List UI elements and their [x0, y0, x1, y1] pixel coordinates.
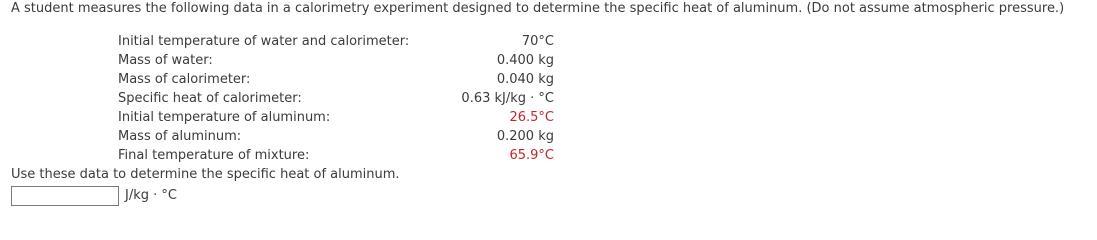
answer-row	[11, 186, 177, 206]
data-row-mass-aluminum	[118, 127, 554, 146]
data-label: Mass of water:	[118, 53, 213, 68]
data-label: Specific heat of calorimeter:	[118, 91, 302, 106]
data-label: Final temperature of mixture:	[118, 148, 310, 163]
answer-input[interactable]	[11, 186, 119, 206]
data-row-initial-temp-water	[118, 32, 554, 51]
data-label: Mass of calorimeter:	[118, 72, 251, 87]
data-value: 0.200 kg	[496, 129, 554, 144]
data-value-highlighted: 65.9°C	[509, 148, 554, 163]
data-value: 70°C	[521, 34, 554, 49]
data-row-mass-water	[118, 51, 554, 70]
problem-statement: A student measures the following data in a calorimetry experiment designed to determine the specific heat of aluminum. (Do not assume atmospheric pressure.)	[11, 1, 1065, 16]
answer-unit: J/kg · °C	[125, 188, 177, 203]
data-value: 0.400 kg	[496, 53, 554, 68]
data-row-final-temp-mixture	[118, 146, 554, 165]
data-row-specific-heat-calorimeter	[118, 89, 554, 108]
measurement-table	[118, 32, 554, 165]
data-value: 0.63 kJ/kg · °C	[461, 91, 554, 106]
data-label: Mass of aluminum:	[118, 129, 242, 144]
data-value: 0.040 kg	[496, 72, 554, 87]
data-value-highlighted: 26.5°C	[509, 110, 554, 125]
data-row-mass-calorimeter	[118, 70, 554, 89]
instruction-text: Use these data to determine the specific heat of aluminum.	[11, 167, 400, 182]
data-row-initial-temp-aluminum	[118, 108, 554, 127]
data-label: Initial temperature of water and calorimeter:	[118, 34, 410, 49]
data-label: Initial temperature of aluminum:	[118, 110, 331, 125]
